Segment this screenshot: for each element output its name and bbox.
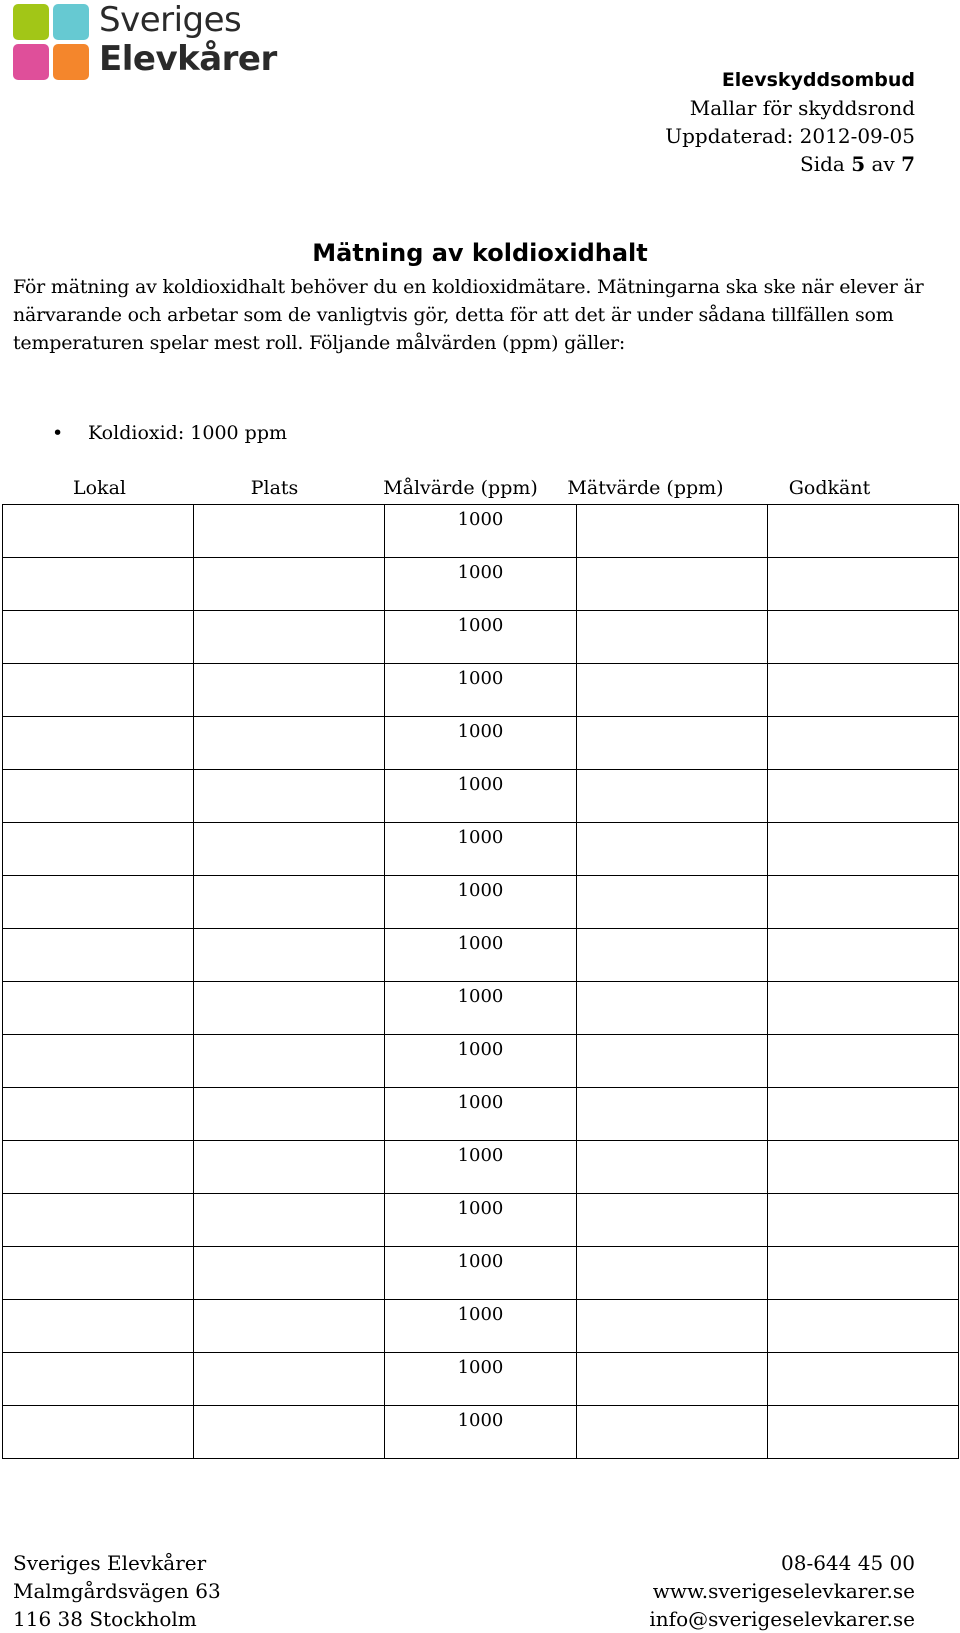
cell-lokal[interactable] <box>3 1141 194 1194</box>
cell-plats[interactable] <box>194 505 385 558</box>
cell-lokal[interactable] <box>3 929 194 982</box>
page-total: 7 <box>901 152 915 176</box>
cell-malvarde: 1000 <box>385 717 576 770</box>
cell-lokal[interactable] <box>3 823 194 876</box>
footer-street: Malmgårdsvägen 63 <box>13 1579 221 1603</box>
cell-malvarde: 1000 <box>385 1406 576 1459</box>
table-row <box>3 929 959 982</box>
page-current: 5 <box>851 152 866 176</box>
footer-web-link[interactable]: www.sverigeselevkarer.se <box>652 1579 915 1603</box>
cell-malvarde: 1000 <box>385 558 576 611</box>
logo-square-orange <box>53 44 89 80</box>
cell-lokal[interactable] <box>3 1035 194 1088</box>
cell-matvarde[interactable] <box>576 1194 767 1247</box>
cell-plats[interactable] <box>194 558 385 611</box>
table-row <box>3 1300 959 1353</box>
table-row <box>3 982 959 1035</box>
cell-matvarde[interactable] <box>576 1088 767 1141</box>
table-row <box>3 1353 959 1406</box>
cell-matvarde[interactable] <box>576 505 767 558</box>
cell-matvarde[interactable] <box>576 1141 767 1194</box>
cell-plats[interactable] <box>194 1406 385 1459</box>
cell-godkant[interactable] <box>767 982 958 1035</box>
footer-phone: 08-644 45 00 <box>781 1551 915 1575</box>
table-row <box>3 1035 959 1088</box>
cell-matvarde[interactable] <box>576 982 767 1035</box>
cell-lokal[interactable] <box>3 1247 194 1300</box>
cell-plats[interactable] <box>194 1300 385 1353</box>
footer-address <box>13 1549 221 1633</box>
cell-godkant[interactable] <box>767 1406 958 1459</box>
cell-malvarde: 1000 <box>385 929 576 982</box>
cell-malvarde: 1000 <box>385 505 576 558</box>
cell-godkant[interactable] <box>767 558 958 611</box>
bullet-icon: • <box>52 422 64 444</box>
table-row <box>3 770 959 823</box>
cell-plats[interactable] <box>194 823 385 876</box>
logo-text-line1: Sveriges <box>99 0 242 40</box>
cell-matvarde[interactable] <box>576 1406 767 1459</box>
cell-godkant[interactable] <box>767 664 958 717</box>
logo <box>13 0 283 82</box>
cell-plats[interactable] <box>194 770 385 823</box>
cell-matvarde[interactable] <box>576 558 767 611</box>
table-row <box>3 876 959 929</box>
cell-plats[interactable] <box>194 611 385 664</box>
cell-matvarde[interactable] <box>576 823 767 876</box>
logo-square-pink <box>13 44 49 80</box>
page-prefix: Sida <box>800 152 845 176</box>
cell-plats[interactable] <box>194 664 385 717</box>
cell-matvarde[interactable] <box>576 770 767 823</box>
cell-malvarde: 1000 <box>385 823 576 876</box>
table-row <box>3 823 959 876</box>
cell-malvarde: 1000 <box>385 1247 576 1300</box>
cell-godkant[interactable] <box>767 717 958 770</box>
cell-godkant[interactable] <box>767 1194 958 1247</box>
footer-city: 116 38 Stockholm <box>13 1607 197 1631</box>
cell-plats[interactable] <box>194 1194 385 1247</box>
cell-lokal[interactable] <box>3 717 194 770</box>
cell-matvarde[interactable] <box>576 1353 767 1406</box>
table-row <box>3 1194 959 1247</box>
cell-malvarde: 1000 <box>385 876 576 929</box>
cell-godkant[interactable] <box>767 1247 958 1300</box>
cell-matvarde[interactable] <box>576 876 767 929</box>
cell-matvarde[interactable] <box>576 611 767 664</box>
cell-plats[interactable] <box>194 929 385 982</box>
cell-matvarde[interactable] <box>576 717 767 770</box>
measurement-table <box>2 504 959 1459</box>
table-row <box>3 505 959 558</box>
page-sep: av <box>871 152 895 176</box>
cell-plats[interactable] <box>194 982 385 1035</box>
column-header-malvarde: Målvärde (ppm) <box>383 477 538 499</box>
cell-lokal[interactable] <box>3 1194 194 1247</box>
cell-malvarde: 1000 <box>385 982 576 1035</box>
table-row <box>3 717 959 770</box>
cell-lokal[interactable] <box>3 1406 194 1459</box>
cell-malvarde: 1000 <box>385 1353 576 1406</box>
page-title: Mätning av koldioxidhalt <box>312 239 648 267</box>
table-row <box>3 1406 959 1459</box>
logo-square-green <box>13 4 49 40</box>
cell-godkant[interactable] <box>767 876 958 929</box>
column-header-matvarde: Mätvärde (ppm) <box>567 477 724 499</box>
cell-plats[interactable] <box>194 717 385 770</box>
cell-malvarde: 1000 <box>385 1141 576 1194</box>
document-header <box>665 66 915 178</box>
cell-plats[interactable] <box>194 1247 385 1300</box>
table-row <box>3 664 959 717</box>
cell-lokal[interactable] <box>3 770 194 823</box>
cell-malvarde: 1000 <box>385 1088 576 1141</box>
cell-godkant[interactable] <box>767 505 958 558</box>
column-header-lokal: Lokal <box>73 477 126 499</box>
cell-malvarde: 1000 <box>385 1300 576 1353</box>
cell-lokal[interactable] <box>3 611 194 664</box>
header-updated: Uppdaterad: 2012-09-05 <box>665 124 915 148</box>
column-header-plats: Plats <box>250 477 299 499</box>
cell-plats[interactable] <box>194 1088 385 1141</box>
cell-lokal[interactable] <box>3 1088 194 1141</box>
cell-plats[interactable] <box>194 876 385 929</box>
cell-plats[interactable] <box>194 1141 385 1194</box>
cell-lokal[interactable] <box>3 982 194 1035</box>
cell-godkant[interactable] <box>767 611 958 664</box>
column-header-godkant: Godkänt <box>788 477 871 499</box>
cell-matvarde[interactable] <box>576 664 767 717</box>
footer-email-link[interactable]: info@sverigeselevkarer.se <box>649 1607 915 1631</box>
page-number <box>665 150 915 178</box>
cell-lokal[interactable] <box>3 1353 194 1406</box>
cell-malvarde: 1000 <box>385 1035 576 1088</box>
cell-malvarde: 1000 <box>385 664 576 717</box>
cell-godkant[interactable] <box>767 1141 958 1194</box>
logo-text-line2: Elevkårer <box>99 39 277 79</box>
cell-lokal[interactable] <box>3 558 194 611</box>
table-row <box>3 558 959 611</box>
cell-godkant[interactable] <box>767 823 958 876</box>
cell-lokal[interactable] <box>3 876 194 929</box>
table-row <box>3 1247 959 1300</box>
table-row <box>3 1141 959 1194</box>
cell-godkant[interactable] <box>767 929 958 982</box>
header-role: Elevskyddsombud <box>721 69 915 91</box>
cell-malvarde: 1000 <box>385 770 576 823</box>
cell-malvarde: 1000 <box>385 1194 576 1247</box>
cell-matvarde[interactable] <box>576 929 767 982</box>
cell-godkant[interactable] <box>767 770 958 823</box>
intro-paragraph: För mätning av koldioxidhalt behöver du en koldioxidmätare. Mätningarna ska ske när elever är närvarande och arbetar som de vanligtvis gör, detta för att det är under sådana tillfällen som temperaturen spelar mest roll. Följande målvärden (ppm) gäller: <box>13 276 924 354</box>
list-item <box>52 419 287 447</box>
cell-plats[interactable] <box>194 1353 385 1406</box>
cell-godkant[interactable] <box>767 1353 958 1406</box>
cell-godkant[interactable] <box>767 1300 958 1353</box>
cell-matvarde[interactable] <box>576 1247 767 1300</box>
table-row <box>3 611 959 664</box>
footer-contact <box>649 1549 915 1633</box>
cell-matvarde[interactable] <box>576 1035 767 1088</box>
cell-matvarde[interactable] <box>576 1300 767 1353</box>
table-header-row <box>4 477 960 503</box>
cell-malvarde: 1000 <box>385 611 576 664</box>
cell-godkant[interactable] <box>767 1088 958 1141</box>
cell-lokal[interactable] <box>3 1300 194 1353</box>
cell-lokal[interactable] <box>3 664 194 717</box>
cell-plats[interactable] <box>194 1035 385 1088</box>
header-subtitle: Mallar för skyddsrond <box>689 96 915 120</box>
cell-godkant[interactable] <box>767 1035 958 1088</box>
list-item-text: Koldioxid: 1000 ppm <box>88 422 288 444</box>
cell-lokal[interactable] <box>3 505 194 558</box>
target-values-list <box>52 419 287 447</box>
logo-square-teal <box>53 4 89 40</box>
footer-org: Sveriges Elevkårer <box>13 1551 207 1575</box>
table-row <box>3 1088 959 1141</box>
